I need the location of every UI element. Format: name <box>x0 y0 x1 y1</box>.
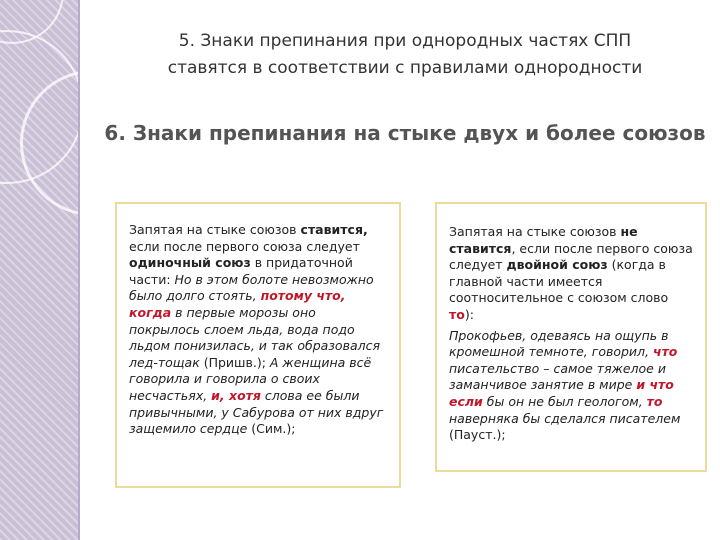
text: Запятая на стыке союзов <box>129 222 301 237</box>
heading-rule-6: 6. Знаки препинания на стыке двух и более союзов <box>104 121 706 145</box>
heading-5-line2a: ставятся в соответствии <box>167 58 396 78</box>
source: (Пауст.); <box>449 427 506 443</box>
highlighted-conjunction: и, хотя <box>211 387 261 403</box>
emphasis: одиночный союз <box>129 255 251 271</box>
highlighted-conjunction: что <box>652 344 678 360</box>
example-text: писательство – самое тяжелое и заманчивое занятие в мире <box>449 360 666 393</box>
source: (Сим.); <box>247 421 296 437</box>
heading-5-line1: 5. Знаки препинания при однородных частях СПП <box>178 31 632 51</box>
highlighted-word: то <box>449 306 465 322</box>
example-text: А женщина всё говорила и говорила о своих несчастьях, <box>129 354 372 403</box>
text: ): <box>464 306 474 322</box>
emphasis: ставится, <box>300 222 368 237</box>
rule-text-comma-not-placed <box>449 224 695 324</box>
highlighted-conjunction: потому что, когда <box>129 288 346 320</box>
emphasis: не ставится <box>449 224 638 256</box>
example-text: наверняка бы сделался писателем <box>449 410 681 426</box>
rule-text-comma-placed <box>129 222 389 438</box>
source: (Пришв.); <box>199 354 270 370</box>
example-text: Прокофьев, одеваясь на ощупь в кромешной темноте, говорил, <box>449 327 669 360</box>
example-text: слова ее были привычными, у Сабурова от них вдруг защемило сердце <box>129 387 384 437</box>
heading-rule-5 <box>100 28 710 82</box>
highlighted-conjunction: и что если <box>449 377 674 409</box>
example-text: в первые морозы оно покрылось слоем льда, вода подо льдом понизилась, и так образовался лед-тощак <box>129 304 380 370</box>
example-paragraph <box>449 328 695 444</box>
example-text: Но в этом болоте невозможно было долго стоять, <box>129 271 374 304</box>
example-text: бы он не был геологом, <box>482 393 647 409</box>
sidebar-divider <box>78 0 80 540</box>
decorative-sidebar <box>0 0 80 540</box>
decorative-ring <box>0 0 64 44</box>
text: Запятая на стыке союзов <box>449 224 621 239</box>
rule-box-comma-placed <box>115 202 401 488</box>
text: (когда в главной части имеется соотносительное с союзом слово <box>449 257 669 306</box>
heading-5-line2b: с правилами однородности <box>395 58 643 78</box>
text: , если после первого союза следует <box>449 240 693 273</box>
highlighted-conjunction: то <box>646 393 663 409</box>
text: в придаточной части: <box>129 255 353 287</box>
emphasis: двойной союз <box>506 257 608 273</box>
rule-box-comma-not-placed <box>435 202 707 472</box>
text: если после первого союза следует <box>129 238 360 254</box>
